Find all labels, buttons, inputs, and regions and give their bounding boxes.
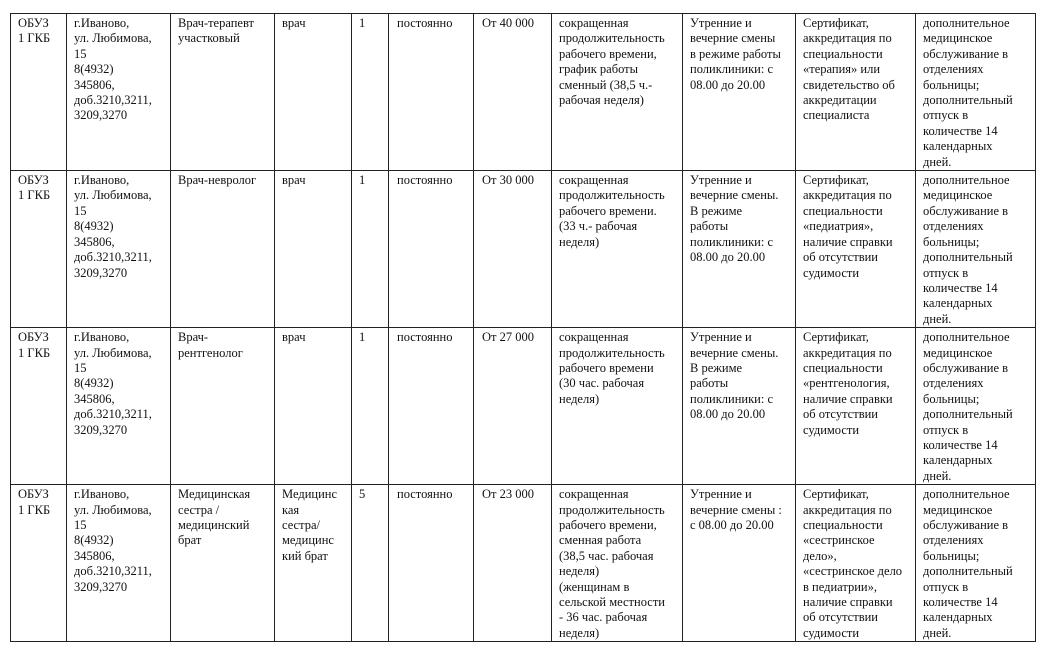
position-cell: Медицинская сестра / медицинский брат	[171, 485, 275, 642]
worktime-cell: сокращенная продолжительность рабочего времени (30 час. рабочая неделя)	[552, 328, 683, 485]
worktime-cell: сокращенная продолжительность рабочего времени, сменная работа (38,5 час. рабочая неделя) (женщинам в сельской местности - 36 час. рабочая неделя)	[552, 485, 683, 642]
count-cell: 5	[352, 485, 389, 642]
type-cell: постоянно	[389, 328, 474, 485]
org-cell: ОБУЗ 1 ГКБ	[11, 485, 67, 642]
vacancy-table	[10, 13, 1036, 642]
requirements-cell: Сертификат, аккредитация по специальности «рентгенология, наличие справки об отсутствии судимости	[796, 328, 916, 485]
position-cell: Врач- рентгенолог	[171, 328, 275, 485]
salary-cell: От 27 000	[474, 328, 552, 485]
table-row	[11, 14, 1036, 171]
address-cell: г.Иваново, ул. Любимова, 15 8(4932) 345806, доб.3210,3211, 3209,3270	[67, 328, 171, 485]
worktime-cell: сокращенная продолжительность рабочего времени. (33 ч.- рабочая неделя)	[552, 171, 683, 328]
type-cell: постоянно	[389, 485, 474, 642]
requirements-cell: Сертификат, аккредитация по специальности «педиатрия», наличие справки об отсутствии судимости	[796, 171, 916, 328]
position-cell: Врач-невролог	[171, 171, 275, 328]
address-cell: г.Иваново, ул. Любимова, 15 8(4932) 345806, доб.3210,3211, 3209,3270	[67, 14, 171, 171]
address-cell: г.Иваново, ул. Любимова, 15 8(4932) 345806, доб.3210,3211, 3209,3270	[67, 485, 171, 642]
benefits-cell: дополнительное медицинское обслуживание в отделениях больницы; дополнительный отпуск в количестве 14 календарных дней.	[916, 328, 1036, 485]
org-cell: ОБУЗ 1 ГКБ	[11, 328, 67, 485]
benefits-cell: дополнительное медицинское обслуживание в отделениях больницы; дополнительный отпуск в количестве 14 календарных дней.	[916, 171, 1036, 328]
category-cell: врач	[275, 328, 352, 485]
requirements-cell: Сертификат, аккредитация по специальности «терапия» или свидетельство об аккредитации специалиста	[796, 14, 916, 171]
shifts-cell: Утренние и вечерние смены : с 08.00 до 20.00	[683, 485, 796, 642]
shifts-cell: Утренние и вечерние смены. В режиме работы поликлиники: с 08.00 до 20.00	[683, 171, 796, 328]
table-row	[11, 485, 1036, 642]
table-row	[11, 328, 1036, 485]
benefits-cell: дополнительное медицинское обслуживание в отделениях больницы; дополнительный отпуск в количестве 14 календарных дней.	[916, 485, 1036, 642]
org-cell: ОБУЗ 1 ГКБ	[11, 14, 67, 171]
count-cell: 1	[352, 328, 389, 485]
requirements-cell: Сертификат, аккредитация по специальности «сестринское дело», «сестринское дело в педиатрии», наличие справки об отсутствии судимости	[796, 485, 916, 642]
worktime-cell: сокращенная продолжительность рабочего времени, график работы сменный (38,5 ч.- рабочая неделя)	[552, 14, 683, 171]
category-cell: врач	[275, 171, 352, 328]
count-cell: 1	[352, 14, 389, 171]
type-cell: постоянно	[389, 14, 474, 171]
salary-cell: От 23 000	[474, 485, 552, 642]
table-row	[11, 171, 1036, 328]
shifts-cell: Утренние и вечерние смены в режиме работы поликлиники: с 08.00 до 20.00	[683, 14, 796, 171]
shifts-cell: Утренние и вечерние смены. В режиме работы поликлиники: с 08.00 до 20.00	[683, 328, 796, 485]
benefits-cell: дополнительное медицинское обслуживание в отделениях больницы; дополнительный отпуск в количестве 14 календарных дней.	[916, 14, 1036, 171]
salary-cell: От 30 000	[474, 171, 552, 328]
category-cell: врач	[275, 14, 352, 171]
count-cell: 1	[352, 171, 389, 328]
salary-cell: От 40 000	[474, 14, 552, 171]
address-cell: г.Иваново, ул. Любимова, 15 8(4932) 345806, доб.3210,3211, 3209,3270	[67, 171, 171, 328]
org-cell: ОБУЗ 1 ГКБ	[11, 171, 67, 328]
type-cell: постоянно	[389, 171, 474, 328]
position-cell: Врач-терапевт участковый	[171, 14, 275, 171]
category-cell: Медицинс кая сестра/ медицинс кий брат	[275, 485, 352, 642]
